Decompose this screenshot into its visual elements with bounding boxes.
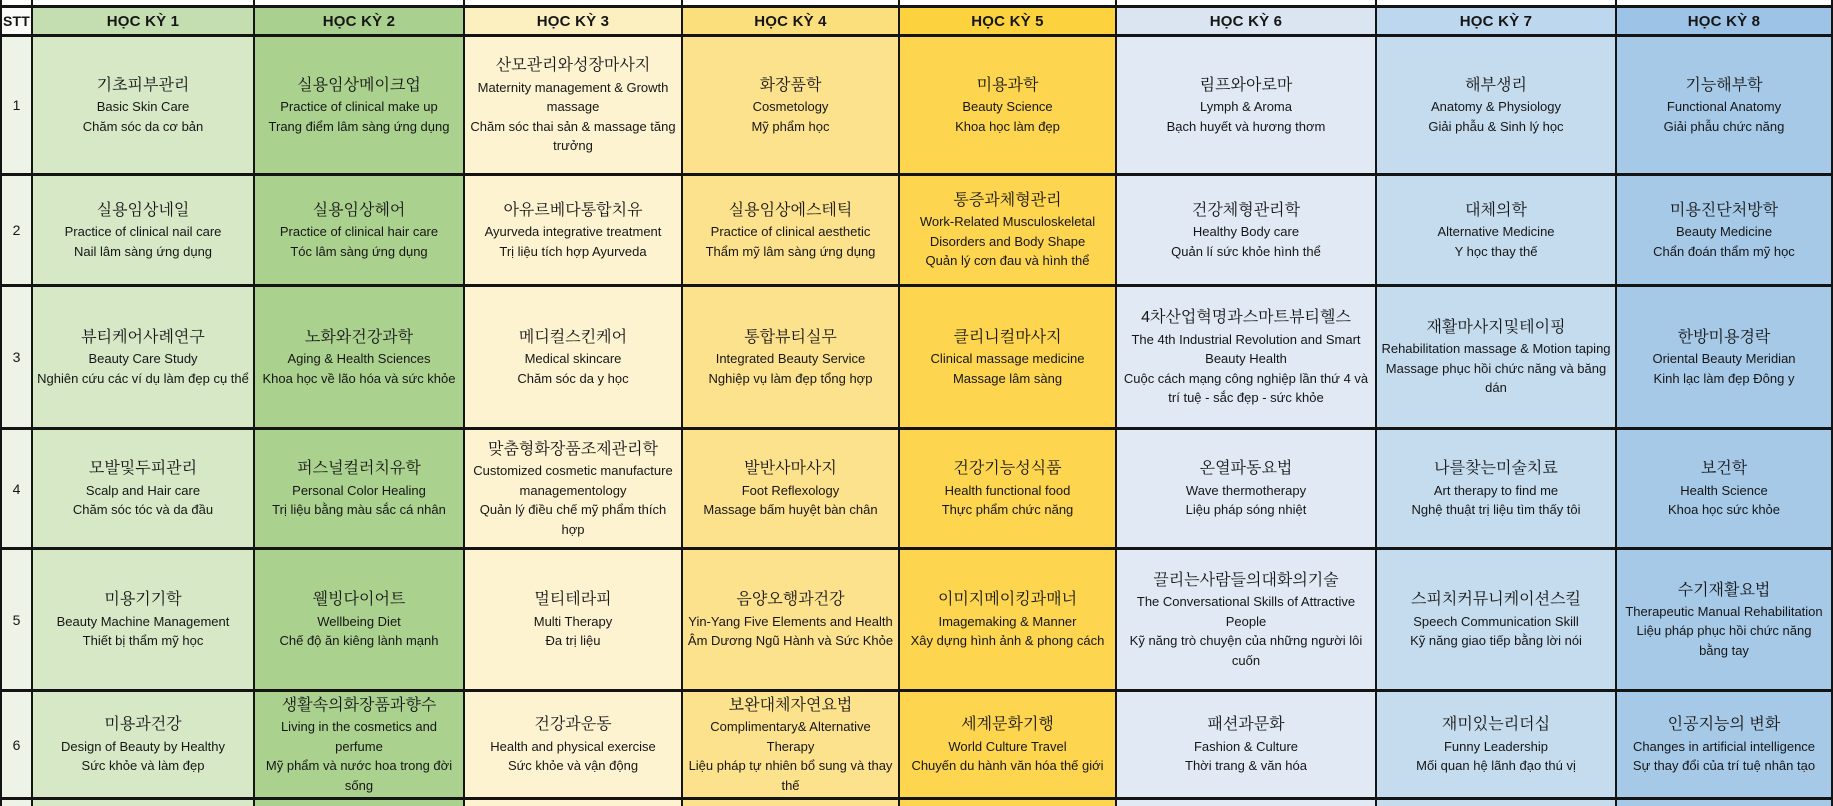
course-name-en: Imagemaking & Manner [938,613,1077,629]
course-name-vi: Cuộc cách mạng công nghiệp lần thứ 4 và trí tuệ - sắc đẹp - sức khỏe [1123,370,1369,406]
course-name-ko: 건강체형관리학 [1191,201,1301,219]
course-cell-r5-hk5[interactable] [900,550,1117,692]
row-number-cell[interactable] [2,430,33,550]
column-header-hk8[interactable] [1617,8,1833,37]
cutoff-bottom-cell-hk7 [1377,800,1617,806]
course-cell-r1-hk1[interactable] [33,37,255,176]
course-name-en: Basic Skin Care [96,99,190,115]
cutoff-bottom-cell-hk5 [900,800,1117,806]
course-name-en: Maternity management & Growth massage [477,79,669,115]
course-name-vi: Massage lâm sàng [952,370,1063,386]
course-name-vi: Sức khỏe và vận động [507,758,639,774]
course-cell-r4-hk1[interactable] [33,430,255,550]
course-name-vi: Mối quan hệ lãnh đạo thú vị [1416,758,1576,774]
column-header-hk5[interactable] [900,8,1117,37]
row-number-cell[interactable] [2,37,33,176]
course-cell-r2-hk6[interactable] [1117,176,1377,287]
course-name-ko: 미용진단처방학 [1669,201,1779,219]
course-cell-r6-hk2[interactable] [255,692,465,800]
course-name-en: Medical skincare [524,351,622,367]
course-name-en: Practice of clinical hair care [279,224,439,240]
course-cell-r2-hk8[interactable] [1617,176,1833,287]
cutoff-bottom-cell-hk4 [683,800,900,806]
course-name-vi: Quản lí sức khỏe hình thể [1171,243,1321,259]
course-cell-r4-hk2[interactable] [255,430,465,550]
course-name-en: Practice of clinical aesthetic [710,224,871,240]
course-name-vi: Nail lâm sàng ứng dụng [73,243,213,259]
course-cell-r3-hk4[interactable] [683,287,900,430]
course-name-en: Oriental Beauty Meridian [1652,351,1796,367]
cutoff-top-cell-hk1 [33,0,255,8]
course-name-vi: Âm Dương Ngũ Hành và Sức Khỏe [687,633,894,649]
cutoff-bottom-cell-hk2 [255,800,465,806]
cutoff-top-cell-hk2 [255,0,465,8]
course-name-en: Yin-Yang Five Elements and Health [688,613,893,629]
course-name-en: World Culture Travel [948,738,1067,754]
course-name-ko: 클리니컬마사지 [953,328,1062,346]
column-header-hk4[interactable] [683,8,900,37]
course-name-en: Ayurveda integrative treatment [484,224,662,240]
course-name-vi: Mỹ phẩm học [751,118,830,134]
column-header-label: HỌC KỲ 7 [1459,12,1533,30]
course-cell-r3-hk1[interactable] [33,287,255,430]
course-name-en: Functional Anatomy [1666,99,1782,115]
row-number: 5 [12,611,21,628]
course-cell-r5-hk1[interactable] [33,550,255,692]
course-name-ko: 미용과건강 [104,716,182,734]
column-header-label: HỌC KỲ 2 [322,12,396,30]
course-name-en: The 4th Industrial Revolution and Smart Beauty Health [1131,331,1361,367]
course-name-vi: Thực phẩm chức năng [941,502,1074,518]
course-name-ko: 기초피부관리 [96,76,190,94]
course-name-en: Complimentary& Alternative Therapy [710,719,871,754]
course-name-vi: Khoa học về lão hóa và sức khỏe [262,370,456,386]
row-number: 3 [12,349,21,365]
course-name-vi: Chẩn đoán thẩm mỹ học [1653,243,1795,259]
course-name-vi: Đa trị liệu [545,633,601,649]
course-name-vi: Trị liệu tích hợp Ayurveda [499,243,647,259]
course-cell-r3-hk8[interactable] [1617,287,1833,430]
course-cell-r1-hk7[interactable] [1377,37,1617,176]
course-cell-r4-hk8[interactable] [1617,430,1833,550]
course-name-vi: Thiết bị thẩm mỹ học [82,633,204,649]
course-name-ko: 미용기기학 [104,591,182,609]
course-cell-r4-hk3[interactable] [465,430,683,550]
course-name-ko: 메디컬스킨케어 [518,328,628,346]
course-cell-r4-hk5[interactable] [900,430,1117,550]
course-name-ko: 아유르베다통합치유 [503,201,643,219]
course-name-vi: Liệu pháp phục hồi chức năng bằng tay [1636,623,1812,658]
course-cell-r2-hk3[interactable] [465,176,683,287]
course-cell-r3-hk3[interactable] [465,287,683,430]
course-name-vi: Trị liệu bằng màu sắc cá nhân [272,502,446,518]
course-name-ko: 통합뷰티실무 [744,328,837,346]
course-name-vi: Trang điểm lâm sàng ứng dụng [268,118,450,134]
course-cell-r2-hk4[interactable] [683,176,900,287]
course-name-vi: Thời trang & văn hóa [1185,758,1307,774]
course-cell-r2-hk7[interactable] [1377,176,1617,287]
course-name-vi: Liệu pháp tự nhiên bổ sung và thay thế [688,758,893,793]
course-name-ko: 모발및두피관리 [88,460,198,478]
column-header-label: HỌC KỲ 4 [754,12,827,30]
course-name-en: Integrated Beauty Service [715,351,866,367]
course-name-vi: Mỹ phẩm và nước hoa trong đời sống [265,758,453,793]
course-name-en: Funny Leadership [1443,738,1549,754]
corner-header-stt[interactable]: STT [2,8,33,37]
course-cell-r6-hk3[interactable] [465,692,683,800]
cutoff-top-cell-hk3 [465,0,683,8]
course-cell-r6-hk7[interactable] [1377,692,1617,800]
course-name-en: Clinical massage medicine [930,351,1085,367]
course-name-vi: Chăm sóc thai sản & massage tăng trưởng [470,118,676,154]
column-header-hk3[interactable] [465,8,683,37]
course-cell-r1-hk2[interactable] [255,37,465,176]
course-name-ko: 생활속의화장품과향수 [281,696,437,714]
course-cell-r5-hk3[interactable] [465,550,683,692]
course-name-ko: 실용임상네일 [96,201,190,219]
course-name-ko: 수기재활요법 [1677,581,1771,599]
column-header-hk6[interactable] [1117,8,1377,37]
course-name-ko: 재미있는리더십 [1441,716,1551,734]
cutoff-bottom-stt-cell [2,800,33,806]
course-name-vi: Giải phẫu & Sinh lý học [1428,118,1564,134]
course-name-en: Cosmetology [752,99,829,115]
course-name-vi: Nghiệp vụ làm đẹp tổng hợp [708,370,873,386]
course-name-vi: Chăm sóc da y học [517,370,629,386]
course-name-en: Practice of clinical nail care [64,224,222,240]
row-number: 2 [12,222,21,238]
course-name-ko: 건강과운동 [534,716,612,734]
cutoff-bottom-cell-hk1 [33,800,255,806]
course-name-vi: Massage phục hồi chức năng và băng dán [1385,360,1607,396]
course-name-ko: 패션과문화 [1207,716,1285,734]
course-name-ko: 스피치커뮤니케이션스킬 [1410,591,1582,609]
course-cell-r1-hk6[interactable] [1117,37,1377,176]
cutoff-top-cell-hk5 [900,0,1117,8]
row-number-cell[interactable] [2,550,33,692]
course-name-en: Healthy Body care [1192,224,1300,240]
cutoff-top-cell-hk7 [1377,0,1617,8]
row-number: 4 [12,480,21,497]
course-name-vi: Massage bấm huyệt bàn chân [703,502,878,518]
course-name-vi: Sự thay đổi của trí tuệ nhân tạo [1632,758,1816,774]
course-cell-r5-hk8[interactable] [1617,550,1833,692]
course-name-ko: 림프와아로마 [1199,76,1293,94]
course-name-ko: 화장품학 [759,76,822,94]
column-header-hk7[interactable] [1377,8,1617,37]
course-name-en: Alternative Medicine [1437,224,1555,240]
course-cell-r4-hk4[interactable] [683,430,900,550]
course-name-en: Health and physical exercise [490,738,656,754]
course-name-ko: 한방미용경락 [1677,328,1771,346]
course-name-en: Rehabilitation massage & Motion taping [1381,341,1611,357]
course-name-ko: 인공지능의 변화 [1667,716,1781,734]
course-name-vi: Chuyến du hành văn hóa thế giới [911,758,1104,774]
course-name-en: Scalp and Hair care [85,482,201,498]
course-cell-r3-hk5[interactable] [900,287,1117,430]
course-name-vi: Nghệ thuật trị liệu tìm thấy tôi [1411,502,1581,518]
course-name-ko: 세계문화기행 [961,716,1054,734]
course-name-vi: Kỹ năng trò chuyện của những người lôi cuốn [1129,633,1363,668]
course-name-en: Wave thermotherapy [1185,482,1307,498]
course-cell-r6-hk1[interactable] [33,692,255,800]
course-name-vi: Khoa học sức khỏe [1667,502,1781,518]
course-name-vi: Khoa học làm đẹp [955,118,1060,134]
cutoff-top-stt-cell [2,0,33,8]
course-cell-r3-hk6[interactable] [1117,287,1377,430]
course-name-en: Fashion & Culture [1193,738,1299,754]
course-name-en: Foot Reflexology [741,482,840,498]
course-name-ko: 실용임상헤어 [312,201,406,219]
course-name-en: Health functional food [944,482,1071,498]
course-name-ko: 이미지메이킹과매너 [937,591,1078,609]
column-header-label: HỌC KỲ 1 [106,12,180,30]
course-name-en: Anatomy & Physiology [1430,99,1562,115]
course-name-en: Aging & Health Sciences [287,351,431,367]
course-name-ko: 산모관리와성장마사지 [495,57,651,75]
course-cell-r1-hk8[interactable] [1617,37,1833,176]
course-cell-r3-hk2[interactable] [255,287,465,430]
course-name-ko: 맞춤형화장품조제관리학 [487,440,659,458]
course-name-vi: Bạch huyết và hương thơm [1166,118,1326,134]
course-cell-r5-hk2[interactable] [255,550,465,692]
course-name-en: Lymph & Aroma [1199,99,1292,115]
row-number-cell[interactable] [2,287,33,430]
cutoff-top-cell-hk8 [1617,0,1833,8]
course-name-ko: 보건학 [1700,460,1748,478]
course-name-ko: 끌리는사람들의대화의기술 [1153,571,1339,589]
course-cell-r2-hk5[interactable] [900,176,1117,287]
column-header-hk2[interactable] [255,8,465,37]
course-name-en: Health Science [1680,482,1768,498]
course-cell-r5-hk7[interactable] [1377,550,1617,692]
course-cell-r2-hk2[interactable] [255,176,465,287]
course-name-ko: 재활마사지및테이핑 [1426,319,1566,337]
course-name-vi: Kỹ năng giao tiếp bằng lời nói [1410,633,1582,649]
cutoff-top-cell-hk6 [1117,0,1377,8]
course-name-ko: 발반사마사지 [744,460,837,478]
course-name-vi: Sức khỏe và làm đẹp [81,758,205,774]
course-name-en: Beauty Machine Management [56,613,230,629]
course-cell-r6-hk5[interactable] [900,692,1117,800]
course-name-ko: 보완대체자연요법 [728,696,853,714]
course-name-en: Changes in artificial intelligence [1632,738,1816,754]
course-name-ko: 실용임상메이크업 [297,76,421,94]
course-name-ko: 웰빙다이어트 [312,591,406,609]
course-name-en: Practice of clinical make up [280,99,438,115]
course-name-ko: 건강기능성식품 [953,460,1062,478]
course-name-ko: 4차산업혁명과스마트뷰티헬스 [1141,309,1351,327]
course-name-vi: Chăm sóc da cơ bản [82,118,204,134]
course-name-ko: 멀티테라피 [534,591,612,609]
course-name-ko: 미용과학 [976,76,1039,94]
course-name-ko: 음양오행과건강 [736,591,845,609]
course-name-vi: Thẩm mỹ lâm sàng ứng dụng [705,243,876,259]
cutoff-bottom-cell-hk6 [1117,800,1377,806]
course-cell-r2-hk1[interactable] [33,176,255,287]
course-name-vi: Quản lý điều chế mỹ phẩm thích hợp [479,502,667,537]
column-header-hk1[interactable] [33,8,255,37]
course-cell-r5-hk6[interactable] [1117,550,1377,692]
course-name-vi: Xây dựng hình ảnh & phong cách [910,633,1105,649]
course-cell-r6-hk8[interactable] [1617,692,1833,800]
course-cell-r3-hk7[interactable] [1377,287,1617,430]
course-name-ko: 통증과체형관리 [953,192,1062,210]
course-name-en: Beauty Medicine [1675,224,1773,240]
course-name-vi: Tóc lâm sàng ứng dụng [290,243,428,259]
course-cell-r4-hk6[interactable] [1117,430,1377,550]
column-header-label: HỌC KỲ 5 [971,12,1044,30]
course-name-vi: Chế độ ăn kiêng lành mạnh [279,633,439,649]
course-name-en: The Conversational Skills of Attractive People [1136,594,1356,629]
column-header-label: HỌC KỲ 8 [1687,12,1761,30]
course-name-ko: 뷰티케어사례연구 [81,328,205,346]
row-number: 1 [12,97,21,113]
course-name-ko: 나를찾는미술치료 [1434,460,1558,478]
course-cell-r6-hk6[interactable] [1117,692,1377,800]
row-number-cell[interactable] [2,692,33,800]
course-name-en: Therapeutic Manual Rehabilitation [1625,603,1823,619]
course-name-en: Art therapy to find me [1433,482,1559,498]
course-name-en: Customized cosmetic manufacture managementology [473,463,673,498]
course-name-vi: Chăm sóc tóc và da đầu [72,502,214,518]
course-name-vi: Liệu pháp sóng nhiệt [1185,502,1307,518]
cutoff-bottom-cell-hk3 [465,800,683,806]
course-name-en: Beauty Care Study [88,351,198,367]
course-name-en: Speech Communication Skill [1413,613,1579,629]
course-name-en: Wellbeing Diet [317,613,401,629]
course-cell-r5-hk4[interactable] [683,550,900,692]
course-name-vi: Quản lý cơn đau và hình thể [925,253,1090,269]
course-name-ko: 노화와건강과학 [304,328,414,346]
cutoff-bottom-cell-hk8 [1617,800,1833,806]
course-name-en: Work-Related Musculoskeletal Disorders and Body Shape [919,214,1096,249]
course-name-ko: 실용임상에스테틱 [728,201,853,219]
course-cell-r1-hk5[interactable] [900,37,1117,176]
course-cell-r4-hk7[interactable] [1377,430,1617,550]
course-name-vi: Y học thay thế [1454,243,1538,259]
course-cell-r6-hk4[interactable] [683,692,900,800]
course-name-ko: 퍼스널컬러치유학 [297,460,421,478]
row-number: 6 [12,736,21,753]
course-cell-r1-hk3[interactable] [465,37,683,176]
course-name-vi: Nghiên cứu các ví dụ làm đẹp cụ thể [37,370,249,386]
course-name-en: Living in the cosmetics and perfume [280,719,438,754]
course-name-vi: Kinh lạc làm đẹp Đông y [1653,370,1795,386]
column-header-label: HỌC KỲ 3 [536,12,610,30]
course-name-en: Design of Beauty by Healthy [60,738,226,754]
course-name-ko: 대체의학 [1465,201,1527,219]
course-name-en: Multi Therapy [533,613,613,629]
column-header-label: HỌC KỲ 6 [1209,12,1283,30]
course-cell-r1-hk4[interactable] [683,37,900,176]
course-name-ko: 해부생리 [1465,76,1527,94]
row-number-cell[interactable] [2,176,33,287]
course-name-ko: 온열파동요법 [1199,460,1293,478]
course-name-en: Beauty Science [962,99,1053,115]
cutoff-top-cell-hk4 [683,0,900,8]
course-name-vi: Giải phẫu chức năng [1663,118,1785,134]
course-name-ko: 기능해부학 [1685,76,1763,94]
course-name-en: Personal Color Healing [292,482,426,498]
